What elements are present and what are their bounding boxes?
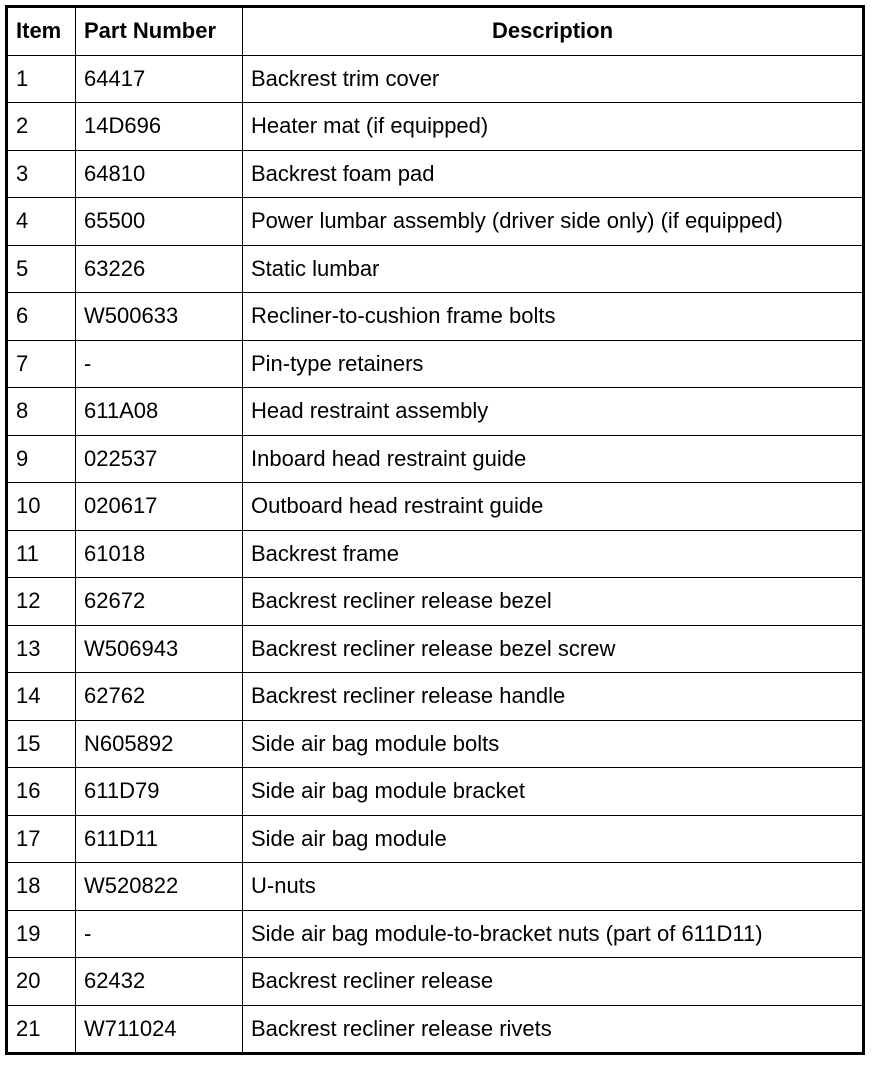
parts-table [5,5,865,1055]
part-number-cell: W711024 [76,1005,243,1054]
item-cell: 7 [7,340,76,388]
item-cell: 16 [7,768,76,816]
description-cell: Power lumbar assembly (driver side only) (if equipped) [243,198,864,246]
description-cell: Pin-type retainers [243,340,864,388]
table-row [7,388,864,436]
table-row [7,55,864,103]
part-number-cell: 611D11 [76,815,243,863]
item-cell: 8 [7,388,76,436]
item-cell: 19 [7,910,76,958]
description-cell: Backrest trim cover [243,55,864,103]
table-row [7,673,864,721]
parts-table-body [7,55,864,1054]
item-cell: 4 [7,198,76,246]
table-row [7,815,864,863]
part-number-cell: 63226 [76,245,243,293]
description-cell: Head restraint assembly [243,388,864,436]
part-number-cell: 62762 [76,673,243,721]
item-cell: 2 [7,103,76,151]
description-cell: Side air bag module bracket [243,768,864,816]
table-row [7,293,864,341]
table-row [7,340,864,388]
header-row [7,7,864,56]
item-cell: 13 [7,625,76,673]
header-description: Description [243,7,864,56]
table-row [7,530,864,578]
part-number-cell: W506943 [76,625,243,673]
item-cell: 5 [7,245,76,293]
part-number-cell: - [76,340,243,388]
description-cell: Recliner-to-cushion frame bolts [243,293,864,341]
description-cell: Backrest foam pad [243,150,864,198]
part-number-cell: W520822 [76,863,243,911]
table-row [7,910,864,958]
description-cell: Backrest recliner release [243,958,864,1006]
part-number-cell: 62432 [76,958,243,1006]
item-cell: 18 [7,863,76,911]
description-cell: Backrest recliner release rivets [243,1005,864,1054]
part-number-cell: 64417 [76,55,243,103]
description-cell: Backrest recliner release handle [243,673,864,721]
item-cell: 17 [7,815,76,863]
description-cell: Heater mat (if equipped) [243,103,864,151]
table-row [7,720,864,768]
table-row [7,245,864,293]
description-cell: Outboard head restraint guide [243,483,864,531]
description-cell: U-nuts [243,863,864,911]
description-cell: Side air bag module [243,815,864,863]
item-cell: 10 [7,483,76,531]
part-number-cell: W500633 [76,293,243,341]
table-row [7,625,864,673]
part-number-cell: - [76,910,243,958]
header-item: Item [7,7,76,56]
description-cell: Side air bag module-to-bracket nuts (part of 611D11) [243,910,864,958]
description-cell: Side air bag module bolts [243,720,864,768]
table-row [7,435,864,483]
part-number-cell: N605892 [76,720,243,768]
item-cell: 15 [7,720,76,768]
table-row [7,1005,864,1054]
header-part-number: Part Number [76,7,243,56]
part-number-cell: 61018 [76,530,243,578]
item-cell: 20 [7,958,76,1006]
item-cell: 14 [7,673,76,721]
table-row [7,198,864,246]
description-cell: Static lumbar [243,245,864,293]
part-number-cell: 611D79 [76,768,243,816]
table-row [7,578,864,626]
item-cell: 9 [7,435,76,483]
table-row [7,768,864,816]
table-row [7,103,864,151]
part-number-cell: 611A08 [76,388,243,436]
item-cell: 21 [7,1005,76,1054]
parts-table-header [7,7,864,56]
item-cell: 6 [7,293,76,341]
item-cell: 12 [7,578,76,626]
description-cell: Backrest recliner release bezel screw [243,625,864,673]
part-number-cell: 020617 [76,483,243,531]
part-number-cell: 14D696 [76,103,243,151]
part-number-cell: 65500 [76,198,243,246]
table-row [7,863,864,911]
part-number-cell: 62672 [76,578,243,626]
description-cell: Backrest recliner release bezel [243,578,864,626]
item-cell: 1 [7,55,76,103]
item-cell: 3 [7,150,76,198]
table-row [7,483,864,531]
description-cell: Backrest frame [243,530,864,578]
item-cell: 11 [7,530,76,578]
part-number-cell: 022537 [76,435,243,483]
table-row [7,958,864,1006]
part-number-cell: 64810 [76,150,243,198]
description-cell: Inboard head restraint guide [243,435,864,483]
table-row [7,150,864,198]
